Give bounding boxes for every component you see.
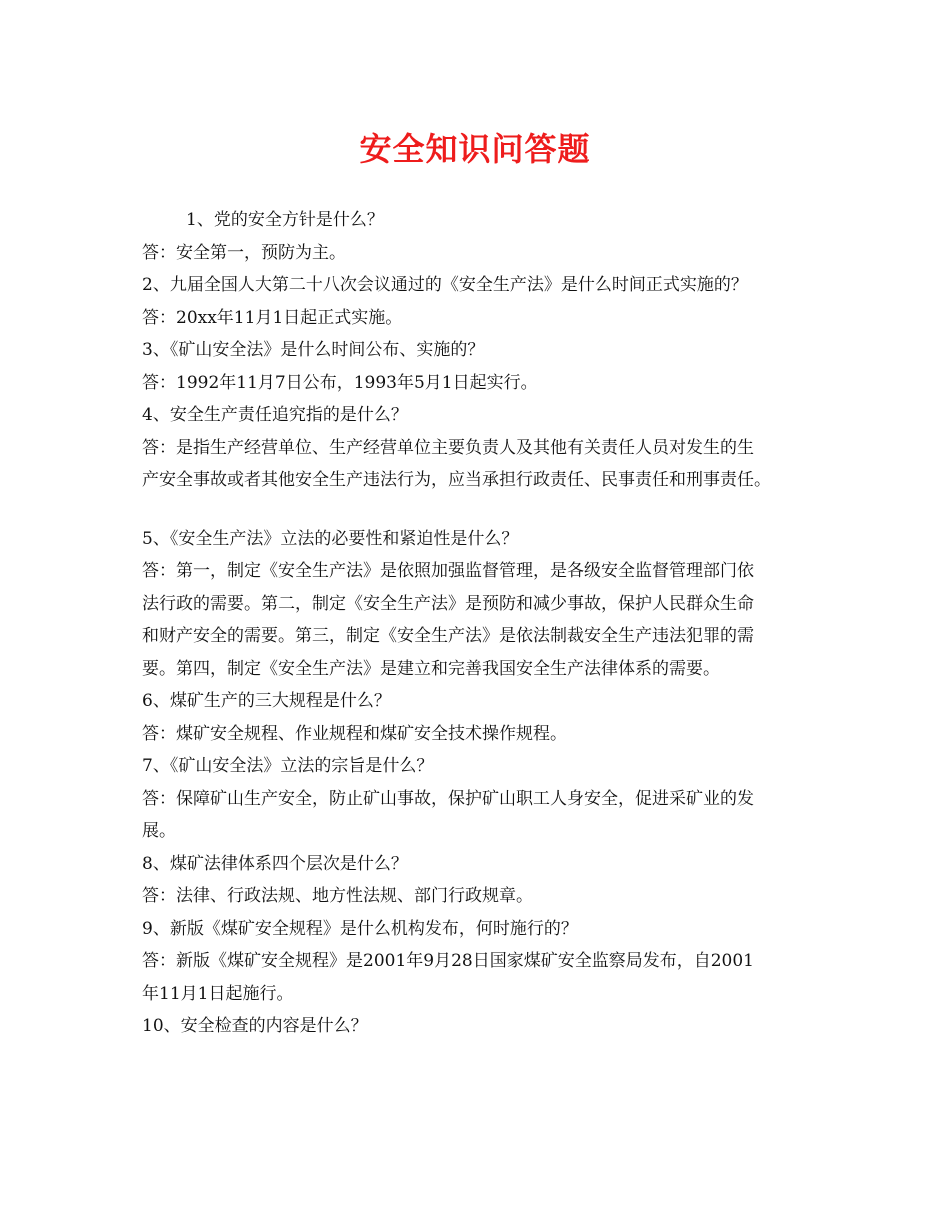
- question-3: 3、《矿山安全法》是什么时间公布、实施的？: [142, 340, 485, 360]
- question-9: 9、新版《煤矿安全规程》是什么机构发布，何时施行的？: [142, 918, 578, 939]
- answer-2: 答：20xx年11月1日起正式实施。: [142, 307, 403, 328]
- question-5: 5、《安全生产法》立法的必要性和紧迫性是什么？: [142, 528, 519, 549]
- question-4: 4、安全生产责任追究指的是什么？: [142, 405, 408, 425]
- question-10: 10、安全检查的内容是什么？: [142, 1016, 368, 1036]
- document-title: 安全知识问答题: [359, 130, 591, 168]
- answer-1: 答：安全第一，预防为主。: [142, 242, 346, 263]
- question-8: 8、煤矿法律体系四个层次是什么？: [142, 853, 408, 874]
- paragraph-gap: [142, 497, 822, 523]
- question-7: 7、《矿山安全法》立法的宗旨是什么？: [142, 756, 434, 776]
- answer-8: 答：法律、行政法规、地方性法规、部门行政规章。: [142, 886, 533, 906]
- answer-7-line-2: 展。: [142, 821, 176, 841]
- answer-9-line-1: 答：新版《煤矿安全规程》是2001年9月28日国家煤矿安全监察局发布，自2001: [142, 951, 754, 971]
- document-body: [142, 204, 822, 1043]
- answer-4-line-1: 答：是指生产经营单位、生产经营单位主要负责人及其他有关责任人员对发生的生: [142, 437, 754, 458]
- answer-7-line-1: 答：保障矿山生产安全，防止矿山事故，保护矿山职工人身安全，促进采矿业的发: [142, 788, 754, 809]
- answer-5-line-3: 和财产安全的需要。第三，制定《安全生产法》是依法制裁安全生产违法犯罪的需: [142, 626, 754, 646]
- question-6: 6、煤矿生产的三大规程是什么？: [142, 691, 391, 711]
- answer-3: 答：1992年11月7日公布，1993年5月1日起实行。: [142, 372, 538, 393]
- question-1: 1、党的安全方针是什么？: [186, 210, 384, 230]
- answer-9-line-2: 年11月1日起施行。: [142, 983, 294, 1004]
- answer-4-line-2: 产安全事故或者其他安全生产违法行为，应当承担行政责任、民事责任和刑事责任。: [142, 470, 771, 490]
- answer-6: 答：煤矿安全规程、作业规程和煤矿安全技术操作规程。: [142, 723, 567, 744]
- answer-5-line-2: 法行政的需要。第二，制定《安全生产法》是预防和减少事故，保护人民群众生命: [142, 593, 754, 614]
- answer-5-line-1: 答：第一，制定《安全生产法》是依照加强监督管理，是各级安全监督管理部门依: [142, 561, 754, 581]
- answer-5-line-4: 要。第四，制定《安全生产法》是建立和完善我国安全生产法律体系的需要。: [142, 658, 720, 679]
- question-2: 2、九届全国人大第二十八次会议通过的《安全生产法》是什么时间正式实施的？: [142, 275, 748, 295]
